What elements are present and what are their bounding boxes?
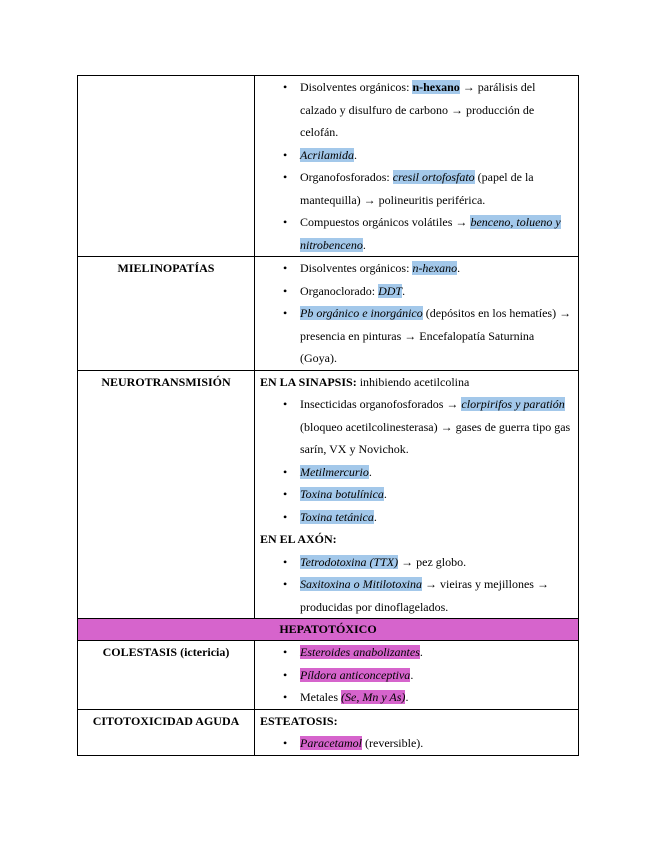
row-label: COLESTASIS (ictericia) — [78, 641, 255, 710]
list-item: • Píldora anticonceptiva. — [260, 664, 574, 687]
list-item: • Organofosforados: cresil ortofosfato (papel de la mantequilla) → polineuritis periférica. — [260, 166, 574, 211]
section-row — [78, 619, 579, 641]
highlight: n-hexano — [412, 261, 458, 275]
highlight: benceno, tolueno y nitrobenceno — [300, 215, 561, 252]
list-item: • Paracetamol (reversible). — [260, 732, 574, 755]
highlight: Esteroides anabolizantes — [300, 645, 420, 659]
table-row — [78, 370, 579, 619]
list-item: • Pb orgánico e inorgánico (depósitos en los hematíes) → presencia en pinturas → Encefalopatía Saturnina (Goya). — [260, 302, 574, 370]
list-item: • Compuestos orgánicos volátiles → benceno, tolueno y nitrobenceno. — [260, 211, 574, 256]
highlight: Toxina tetánica — [300, 509, 374, 524]
highlight: Toxina botulínica — [300, 487, 384, 501]
highlight: Paracetamol — [300, 736, 362, 750]
row-label — [78, 76, 255, 257]
highlight: cresil ortofosfato — [392, 170, 475, 184]
highlight: Saxitoxina o Mitilotoxina — [300, 577, 422, 591]
subheading-synapse: EN LA SINAPSIS: inhibiendo acetilcolina — [260, 374, 470, 389]
list-item: • Organoclorado: DDT. — [260, 280, 574, 303]
table-row — [78, 257, 579, 371]
list-item: • Toxina botulínica. — [260, 483, 574, 506]
list-item: • Toxina tetánica. — [260, 506, 574, 529]
highlight: DDT — [378, 283, 403, 298]
highlight: Metilmercurio — [300, 464, 369, 479]
highlight: n-hexano — [412, 80, 460, 94]
subheading-steatosis: ESTEATOSIS: — [260, 713, 338, 728]
highlight: clorpirifos y paratión — [461, 397, 565, 411]
section-title: HEPATOTÓXICO — [78, 619, 579, 641]
row-content — [255, 76, 579, 257]
highlight: (Se, Mn y As) — [341, 690, 406, 704]
row-label: NEUROTRANSMISIÓN — [78, 370, 255, 619]
list-item: • Saxitoxina o Mitilotoxina → vieiras y mejillones → producidas por dinoflagelados. — [260, 573, 574, 618]
row-label: CITOTOXICIDAD AGUDA — [78, 709, 255, 755]
highlight: Tetrodotoxina (TTX) — [300, 554, 399, 569]
list-item: • Disolventes orgánicos: n-hexano → parálisis del calzado y disulfuro de carbono → producción de celofán. — [260, 76, 574, 144]
highlight: Acrilamida — [300, 147, 354, 162]
toxicology-table — [77, 75, 579, 756]
row-content — [255, 641, 579, 710]
list-item: • Acrilamida. — [260, 144, 574, 167]
row-content — [255, 257, 579, 371]
row-label: MIELINOPATÍAS — [78, 257, 255, 371]
list-item: • Metilmercurio. — [260, 461, 574, 484]
list-item: • Tetrodotoxina (TTX) → pez globo. — [260, 551, 574, 574]
table-row — [78, 641, 579, 710]
table-row — [78, 76, 579, 257]
list-item: • Insecticidas organofosforados → clorpirifos y paratión (bloqueo acetilcolinesterasa) → gases de guerra tipo gas sarín, VX y Novichok. — [260, 393, 574, 461]
table-row — [78, 709, 579, 755]
subheading-axon: EN EL AXÓN: — [260, 532, 337, 546]
list-item: • Disolventes orgánicos: n-hexano. — [260, 257, 574, 280]
highlight: Pb orgánico e inorgánico — [300, 306, 423, 320]
row-content — [255, 709, 579, 755]
list-item: • Esteroides anabolizantes. — [260, 641, 574, 664]
list-item: • Metales (Se, Mn y As). — [260, 686, 574, 709]
highlight: Píldora anticonceptiva — [300, 667, 411, 682]
row-content — [255, 370, 579, 619]
